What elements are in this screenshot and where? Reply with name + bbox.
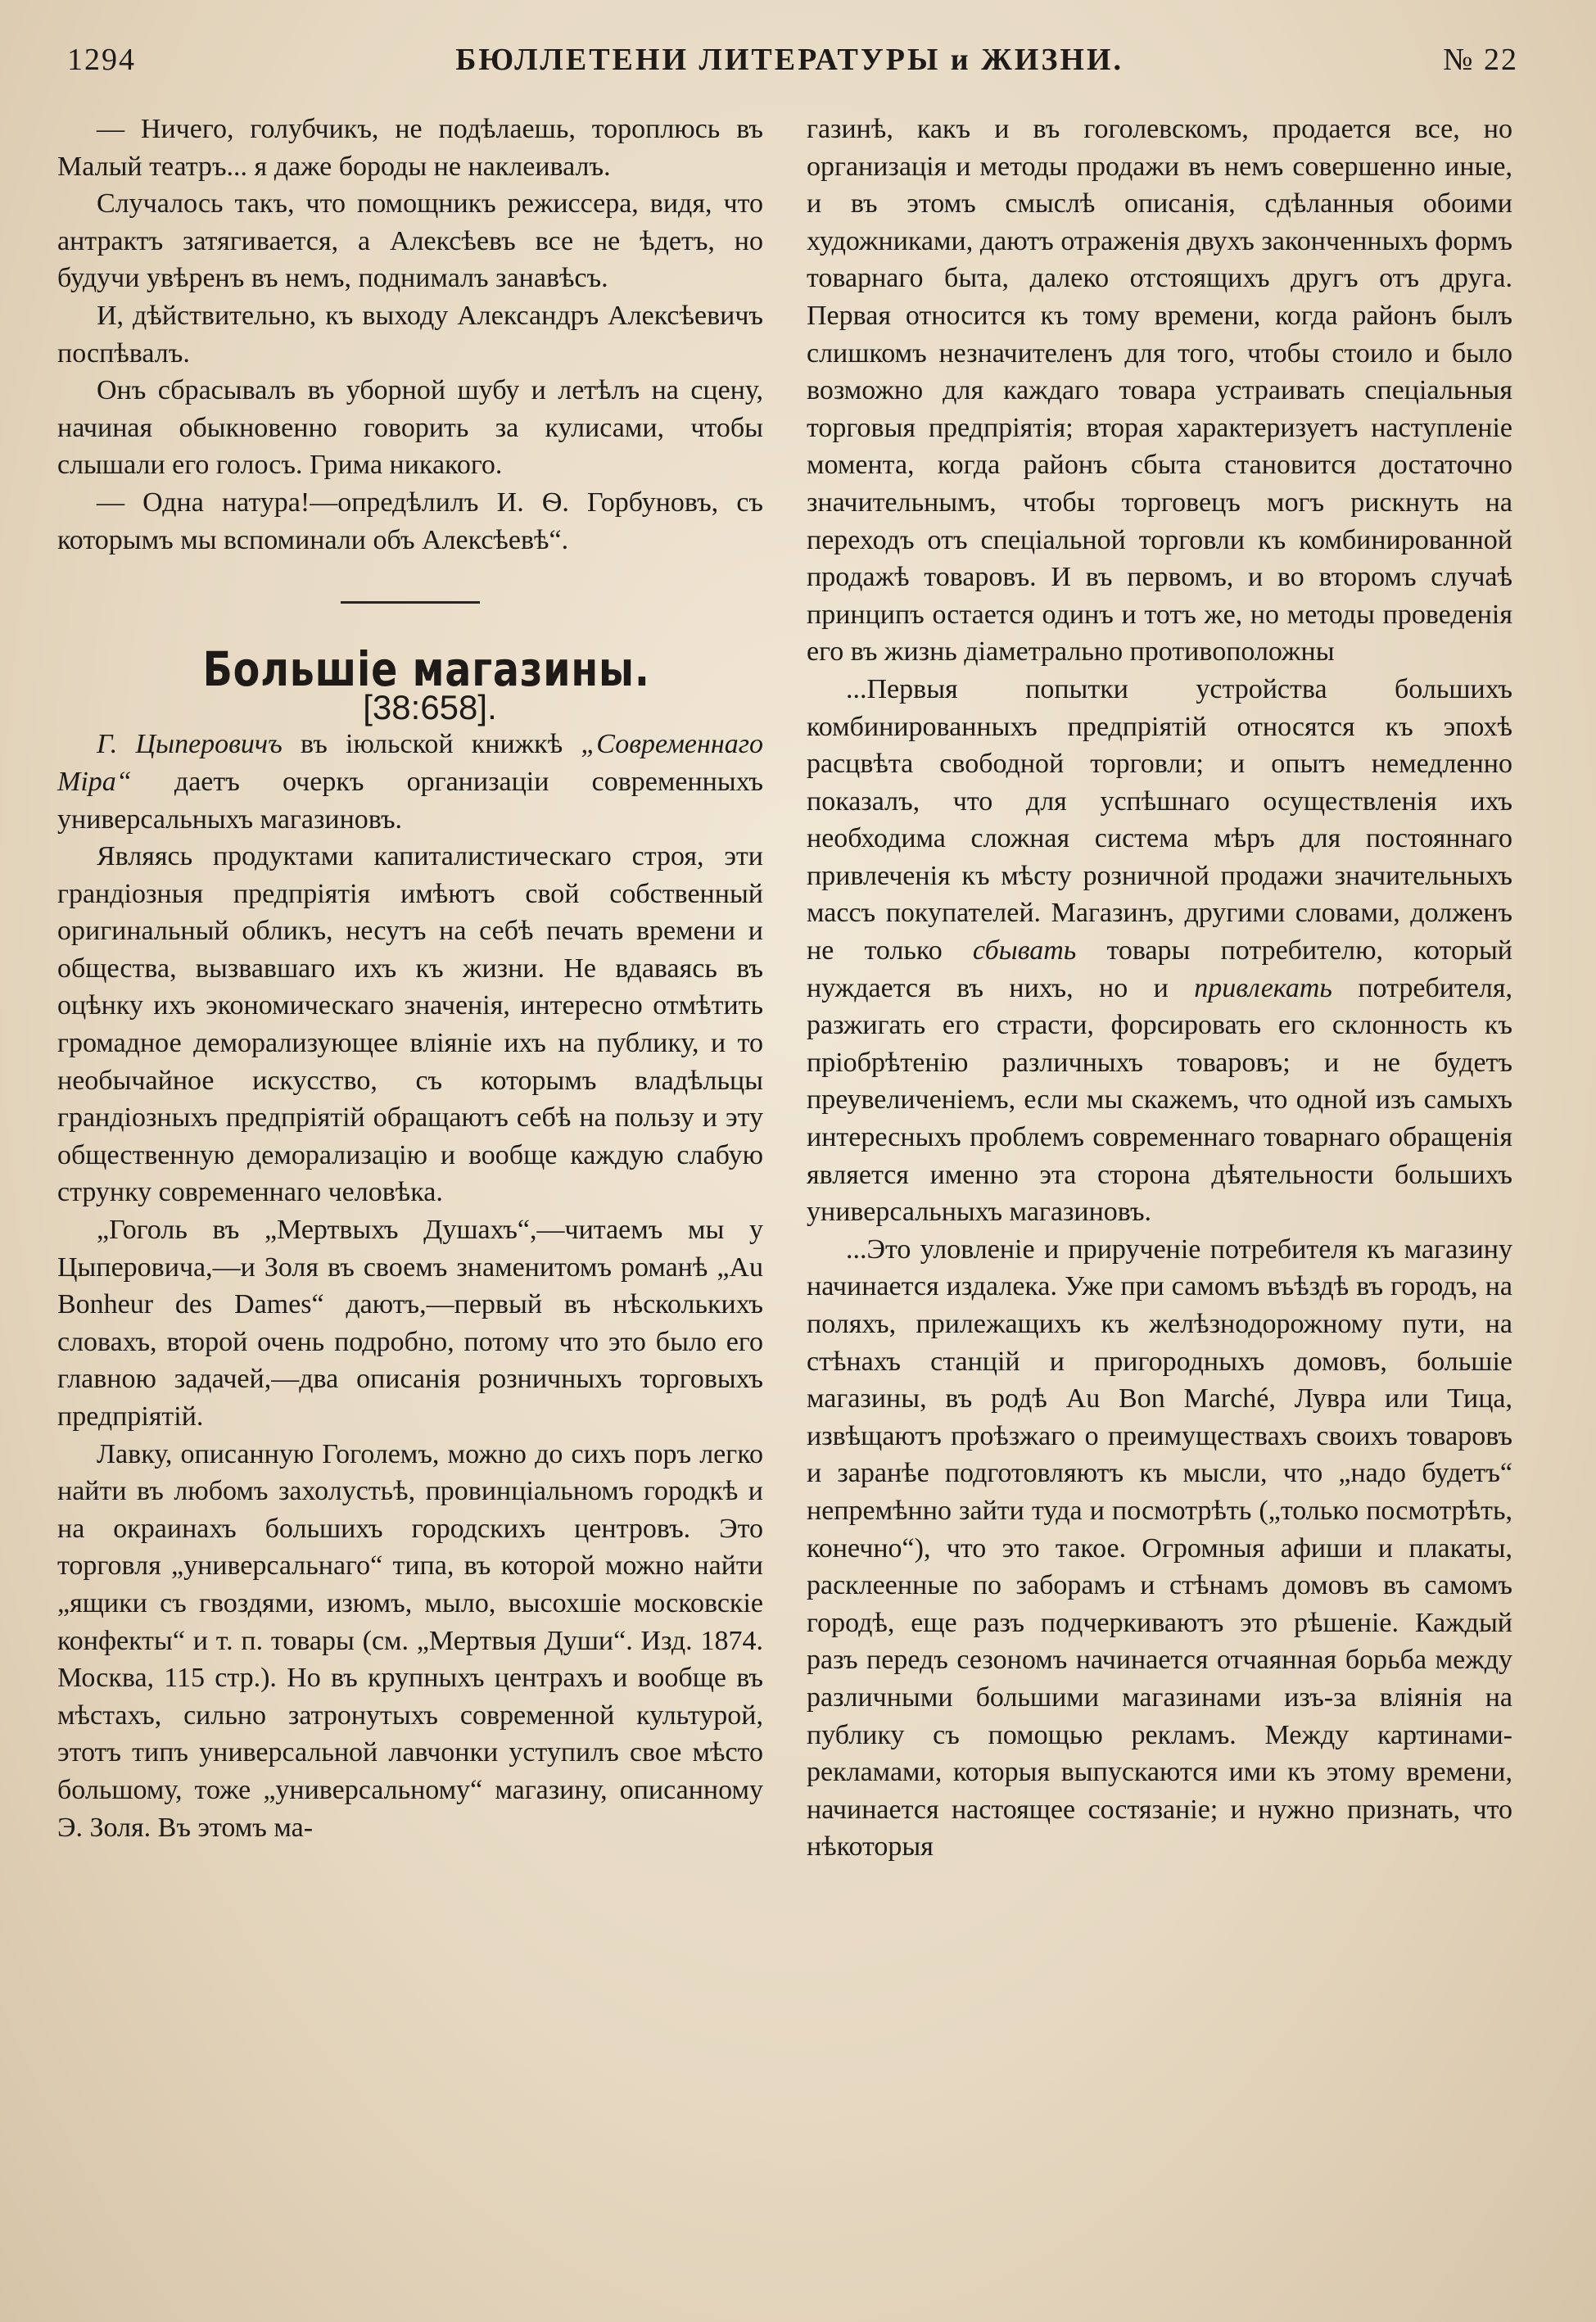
- right-column: [807, 111, 1512, 1866]
- author-name: Г. Цыперовичъ: [97, 729, 283, 760]
- article-code: [38:658].: [363, 687, 497, 726]
- article-title: Большіе магазины.: [202, 641, 650, 698]
- paragraph: Являясь продуктами капиталистическаго строя, эти грандіозныя предпріятія имѣютъ свой собственный оригинальный обликъ, несутъ на себѣ печать времени и общества, вызвавшаго ихъ къ жизни. Не вдаваясь въ оцѣнку ихъ экономическаго значенія, интересно отмѣтить громадное деморализующее вліяніе ихъ на публику, и то необычайное искусство, съ которымъ владѣльцы грандіозныхъ предпріятій обращаютъ себѣ на пользу и эту общественную деморализацію и вообще каждую слабую струнку современнаго человѣка.: [57, 841, 763, 1208]
- page-header: [67, 31, 1518, 88]
- journal-name: „Современнаго Міра“: [57, 729, 763, 797]
- paragraph: — Одна натура!—опредѣлилъ И. Ѳ. Горбуновъ, съ которымъ мы вспоминали объ Алексѣевѣ“.: [57, 487, 763, 555]
- issue-number: № 22: [1443, 43, 1518, 77]
- journal-title: БЮЛЛЕТЕНИ ЛИТЕРАТУРЫ и ЖИЗНИ.: [455, 43, 1124, 77]
- paragraph: [807, 671, 1512, 1231]
- paragraph: Лавку, описанную Гоголемъ, можно до сихъ поръ легко найти въ любомъ захолустьѣ, провинціальномъ городкѣ и на окраинахъ большихъ городскихъ центровъ. Это торговля „универсальнаго“ типа, въ которой можно найти „ящики съ гвоздями, изюмъ, мыло, высохшіе московскіе конфекты“ и т. п. товары (см. „Мертвыя Души“. Изд. 1874. Москва, 115 стр.). Но въ крупныхъ центрахъ и вообще въ мѣстахъ, сильно затронутыхъ современной культурой, этотъ типъ универсальной лавчонки уступилъ свое мѣсто большому, тоже „универсальному“ магазину, описанному Э. Золя. Въ этомъ ма-: [57, 1438, 763, 1843]
- text-run: потребителя, разжигать его страсти, форсировать его склонность къ пріобрѣтенію различныхъ товаровъ; и не будетъ преувеличеніемъ, если мы скажемъ, что одной изъ самыхъ интересныхъ проблемъ современнаго товарнаго обращенія является именно эта сторона дѣятельности большихъ универсальныхъ магазиновъ.: [807, 972, 1512, 1228]
- paragraph: — Ничего, голубчикъ, не подѣлаешь, тороплюсь въ Малый театръ... я даже бороды не наклеивалъ.: [57, 114, 763, 182]
- left-column: [57, 111, 763, 1846]
- section-divider: [341, 601, 480, 604]
- paragraph: ...Это уловленіе и прирученіе потребителя къ магазину начинается издалека. Уже при самомъ въѣздѣ въ городъ, на поляхъ, прилежащихъ къ желѣзнодорожному пути, на стѣнахъ станцій и пригородныхъ домовъ, большіе магазины, въ родѣ Au Bon Marché, Лувра или Тица, извѣщаютъ проѣзжаго о преимуществахъ своихъ товаровъ и заранѣе подготовляютъ къ мысли, что „надо будетъ“ непремѣнно зайти туда и посмотрѣть („только посмотрѣть, конечно“), что это такое. Огромныя афиши и плакаты, расклеенные по заборамъ и стѣнамъ домовъ въ самомъ городѣ, еще разъ подчеркиваютъ это рѣшеніе. Каждый разъ передъ сезономъ начинается отчаянная борьба между различными большими магазинами изъ-за вліянія на публику съ помощью рекламъ. Между картинами-рекламами, которыя выпускаются ими къ этому времени, начинается настоящее состязаніе; и нужно признать, что нѣкоторыя: [807, 1233, 1512, 1863]
- page-number: 1294: [67, 43, 136, 77]
- text-run: ...Первыя попытки устройства большихъ комбинированныхъ предпріятій относятся къ эпохѣ расцвѣта свободной торговли; и опытъ немедленно показалъ, что для успѣшнаго осуществленія ихъ необходима сложная система мѣръ для постояннаго привлеченія къ мѣсту розничной продажи значительныхъ массъ покупателей. Магазинъ, другими словами, долженъ не только: [807, 673, 1512, 966]
- emphasis: сбывать: [972, 935, 1077, 966]
- paragraph: [57, 726, 763, 838]
- text-run: товары потребителю, который нуждается въ нихъ, но и: [807, 935, 1513, 1003]
- paragraph: Случалось такъ, что помощникъ режиссера, видя, что антрактъ затягивается, а Алексѣевъ все не ѣдетъ, но будучи увѣренъ въ немъ, поднималъ занавѣсъ.: [57, 188, 763, 294]
- paragraph: „Гоголь въ „Мертвыхъ Душахъ“,—читаемъ мы у Цыперовича,—и Золя въ своемъ знаменитомъ романѣ „Au Bonheur des Dames“ даютъ,—первый въ нѣсколькихъ словахъ, второй очень подробно, потому что это было его главною задачей,—два описанія розничныхъ торговыхъ предпріятій.: [57, 1215, 763, 1432]
- paragraph: Онъ сбрасывалъ въ уборной шубу и летѣлъ на сцену, начиная обыкновенно говорить за кулисами, чтобы слышали его голосъ. Грима никакого.: [57, 375, 763, 481]
- emphasis: привлекать: [1194, 972, 1332, 1003]
- paragraph: И, дѣйствительно, къ выходу Александръ Алексѣевичъ поспѣвалъ.: [57, 300, 763, 369]
- paragraph: газинѣ, какъ и въ гоголевскомъ, продается все, но организація и методы продажи въ немъ совершенно иные, и въ этомъ смыслѣ описанія, сдѣланныя обоими художниками, даютъ отраженія двухъ законченныхъ формъ товарнаго быта, далеко отстоящихъ другъ отъ друга. Первая относится къ тому времени, когда районъ былъ слишкомъ незначителенъ для того, чтобы стоило и было возможно для каждаго товара устраивать спеціальныя торговыя предпріятія; вторая характеризуетъ наступленіе момента, когда районъ сбыта становится достаточно значительнымъ, чтобы торговецъ могъ рискнуть на переходъ отъ спеціальной торговли къ комбинированной продажѣ товаровъ. И въ первомъ, и во второмъ случаѣ принципъ остается одинъ и тотъ же, но методы проведенія его въ жизнь діаметрально противоположны: [807, 114, 1512, 668]
- text-run: въ іюльской книжкѣ: [282, 729, 581, 760]
- text-run: даетъ очеркъ организаціи современныхъ универсальныхъ магазиновъ.: [57, 766, 763, 835]
